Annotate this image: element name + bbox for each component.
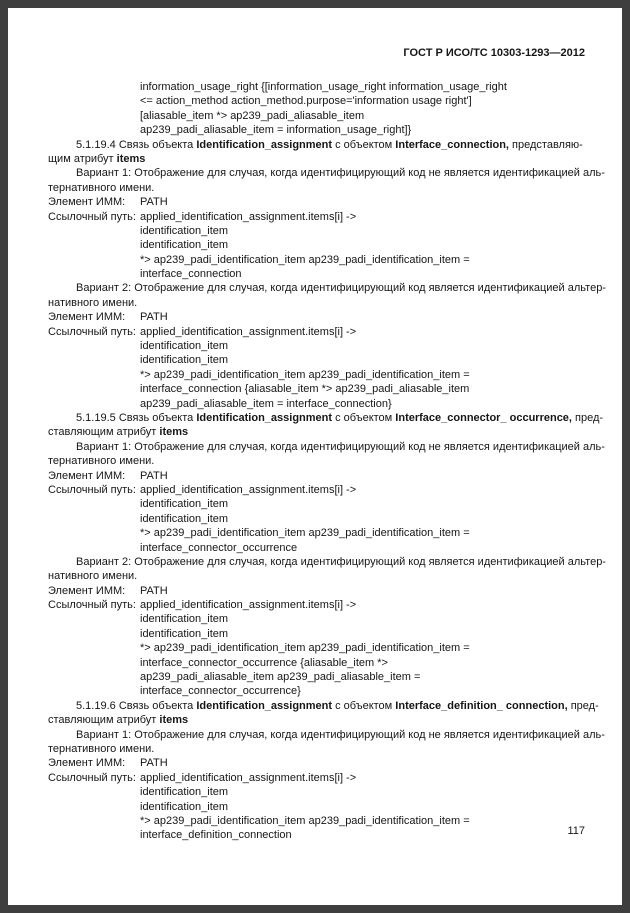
document-body — [48, 80, 622, 843]
entity-name: Interface_connection, — [395, 138, 509, 151]
kv-line: interface_definition_connection — [140, 829, 292, 842]
heading-text: щим атрибут — [48, 152, 117, 165]
kv-line: *> ap239_padi_identification_item ap239_padi_identification_item = — [140, 642, 470, 655]
kv-value: applied_identification_assignment.items[i] -> — [140, 210, 357, 223]
paragraph-line: Вариант 1: Отображение для случая, когда идентифицирующий код не является идентификацией аль- — [76, 167, 605, 180]
heading-text: пред- — [571, 411, 604, 424]
entity-name: Interface_connector_ occurrence, — [395, 411, 572, 424]
heading-text: с объектом — [332, 138, 396, 151]
kv-line: identification_item — [140, 340, 229, 353]
paragraph-line: Вариант 2: Отображение для случая, когда идентифицирующий код является идентификацией альтер- — [76, 555, 606, 568]
paragraph-line: Вариант 1: Отображение для случая, когда идентифицирующий код не является идентификацией аль- — [76, 728, 605, 741]
entity-name: Interface_definition_ connection, — [395, 699, 568, 712]
kv-line: identification_item — [140, 512, 229, 525]
entity-name: items — [116, 152, 146, 165]
heading-line — [48, 411, 622, 425]
para-block — [48, 281, 622, 310]
ref-path-label: Ссылочный путь: — [48, 325, 136, 338]
heading-text: 5.1.19.4 Связь объекта — [76, 138, 197, 151]
kv-block — [48, 771, 622, 843]
para-block — [48, 555, 622, 584]
heading-block — [48, 411, 622, 440]
code-line: [aliasable_item *> ap239_padi_aliasable_item — [140, 109, 365, 122]
para-block — [48, 440, 622, 469]
kv-line: *> ap239_padi_identification_item ap239_padi_identification_item = — [140, 368, 470, 381]
heading-line — [48, 152, 622, 166]
kv-value: PATH — [140, 757, 168, 770]
kv-line: identification_item — [140, 224, 229, 237]
kv-line: interface_connection {aliasable_item *> ap239_padi_aliasable_item — [140, 383, 470, 396]
kv-line — [48, 325, 622, 339]
paragraph-line: тернативного имени. — [48, 742, 155, 755]
kv-line — [48, 469, 622, 483]
kv-value: applied_identification_assignment.items[i] -> — [140, 483, 357, 496]
entity-name: Identification_assignment — [196, 699, 333, 712]
code-line: ap239_padi_aliasable_item = information_usage_right]} — [140, 124, 412, 137]
heading-text: 5.1.19.6 Связь объекта — [76, 699, 197, 712]
kv-line: *> ap239_padi_identification_item ap239_padi_identification_item = — [140, 527, 470, 540]
kv-line — [48, 756, 622, 770]
kv-value: PATH — [140, 196, 168, 209]
ref-path-label: Ссылочный путь: — [48, 599, 136, 612]
ref-path-label: Ссылочный путь: — [48, 771, 136, 784]
kv-line — [48, 584, 622, 598]
paragraph-line: тернативного имени. — [48, 455, 155, 468]
kv-value: applied_identification_assignment.items[i] -> — [140, 599, 357, 612]
code-line: information_usage_right {[information_usage_right information_usage_right — [140, 81, 507, 93]
kv-block — [48, 469, 622, 483]
imm-element-label: Элемент ИММ: — [48, 311, 126, 324]
para-block — [48, 728, 622, 757]
code-block — [48, 80, 622, 138]
kv-block — [48, 210, 622, 282]
imm-element-label: Элемент ИММ: — [48, 469, 126, 482]
paragraph-line: тернативного имени. — [48, 181, 155, 194]
heading-text: с объектом — [332, 411, 396, 424]
kv-line: identification_item — [140, 786, 229, 799]
heading-block — [48, 138, 622, 167]
kv-line: ap239_padi_aliasable_item = interface_connection} — [140, 397, 392, 410]
imm-element-label: Элемент ИММ: — [48, 757, 126, 770]
kv-line: interface_connection — [140, 268, 242, 281]
kv-line: identification_item — [140, 627, 229, 640]
heading-line — [48, 138, 622, 152]
kv-block — [48, 584, 622, 598]
doc-code: ГОСТ Р ИСО/ТС 10303-1293—2012 — [403, 47, 585, 59]
kv-line: interface_connector_occurrence} — [140, 685, 301, 698]
kv-line — [48, 310, 622, 324]
kv-line: ap239_padi_aliasable_item ap239_padi_aliasable_item = — [140, 671, 421, 684]
heading-text: с объектом — [332, 699, 396, 712]
heading-text: пред- — [567, 699, 599, 712]
kv-block — [48, 195, 622, 209]
kv-line: *> ap239_padi_identification_item ap239_padi_identification_item = — [140, 814, 470, 827]
kv-line — [48, 771, 622, 785]
kv-line — [48, 195, 622, 209]
kv-block — [48, 310, 622, 324]
kv-value: applied_identification_assignment.items[i] -> — [140, 325, 357, 338]
kv-value: PATH — [140, 311, 168, 324]
kv-block — [48, 598, 622, 699]
heading-text: 5.1.19.5 Связь объекта — [76, 411, 197, 424]
heading-line — [48, 699, 622, 713]
kv-value: applied_identification_assignment.items[i] -> — [140, 771, 357, 784]
entity-name: items — [159, 426, 189, 439]
paragraph-line: нативного имени. — [48, 296, 138, 309]
heading-line — [48, 425, 622, 439]
kv-line: identification_item — [140, 239, 229, 252]
heading-text: представляю- — [509, 138, 583, 151]
heading-text: ставляющим атрибут — [48, 426, 160, 439]
paragraph-line: Вариант 1: Отображение для случая, когда идентифицирующий код не является идентификацией аль- — [76, 440, 605, 453]
kv-value: PATH — [140, 584, 168, 597]
paragraph-line: Вариант 2: Отображение для случая, когда идентифицирующий код является идентификацией альтер- — [76, 282, 606, 295]
heading-block — [48, 699, 622, 728]
paragraph-line: нативного имени. — [48, 570, 138, 583]
entity-name: Identification_assignment — [196, 138, 333, 151]
kv-line — [48, 483, 622, 497]
kv-line — [48, 598, 622, 612]
document-page — [8, 8, 622, 905]
kv-block — [48, 325, 622, 411]
kv-line: *> ap239_padi_identification_item ap239_padi_identification_item = — [140, 253, 470, 266]
kv-line: identification_item — [140, 800, 229, 813]
entity-name: items — [159, 714, 189, 727]
page-number: 117 — [567, 825, 585, 837]
kv-line — [48, 210, 622, 224]
heading-text: ставляющим атрибут — [48, 714, 160, 727]
imm-element-label: Элемент ИММ: — [48, 196, 126, 209]
kv-line: identification_item — [140, 613, 229, 626]
kv-value: PATH — [140, 469, 168, 482]
document-header — [48, 46, 585, 60]
ref-path-label: Ссылочный путь: — [48, 210, 136, 223]
entity-name: Identification_assignment — [196, 411, 333, 424]
kv-line: identification_item — [140, 498, 229, 511]
kv-block — [48, 756, 622, 770]
para-block — [48, 166, 622, 195]
imm-element-label: Элемент ИММ: — [48, 584, 126, 597]
heading-line — [48, 713, 622, 727]
kv-line: interface_connector_occurrence — [140, 541, 298, 554]
kv-block — [48, 483, 622, 555]
kv-line: interface_connector_occurrence {aliasable_item *> — [140, 656, 388, 669]
code-line: <= action_method action_method.purpose='information usage right'] — [140, 95, 472, 108]
ref-path-label: Ссылочный путь: — [48, 483, 136, 496]
kv-line: identification_item — [140, 354, 229, 367]
